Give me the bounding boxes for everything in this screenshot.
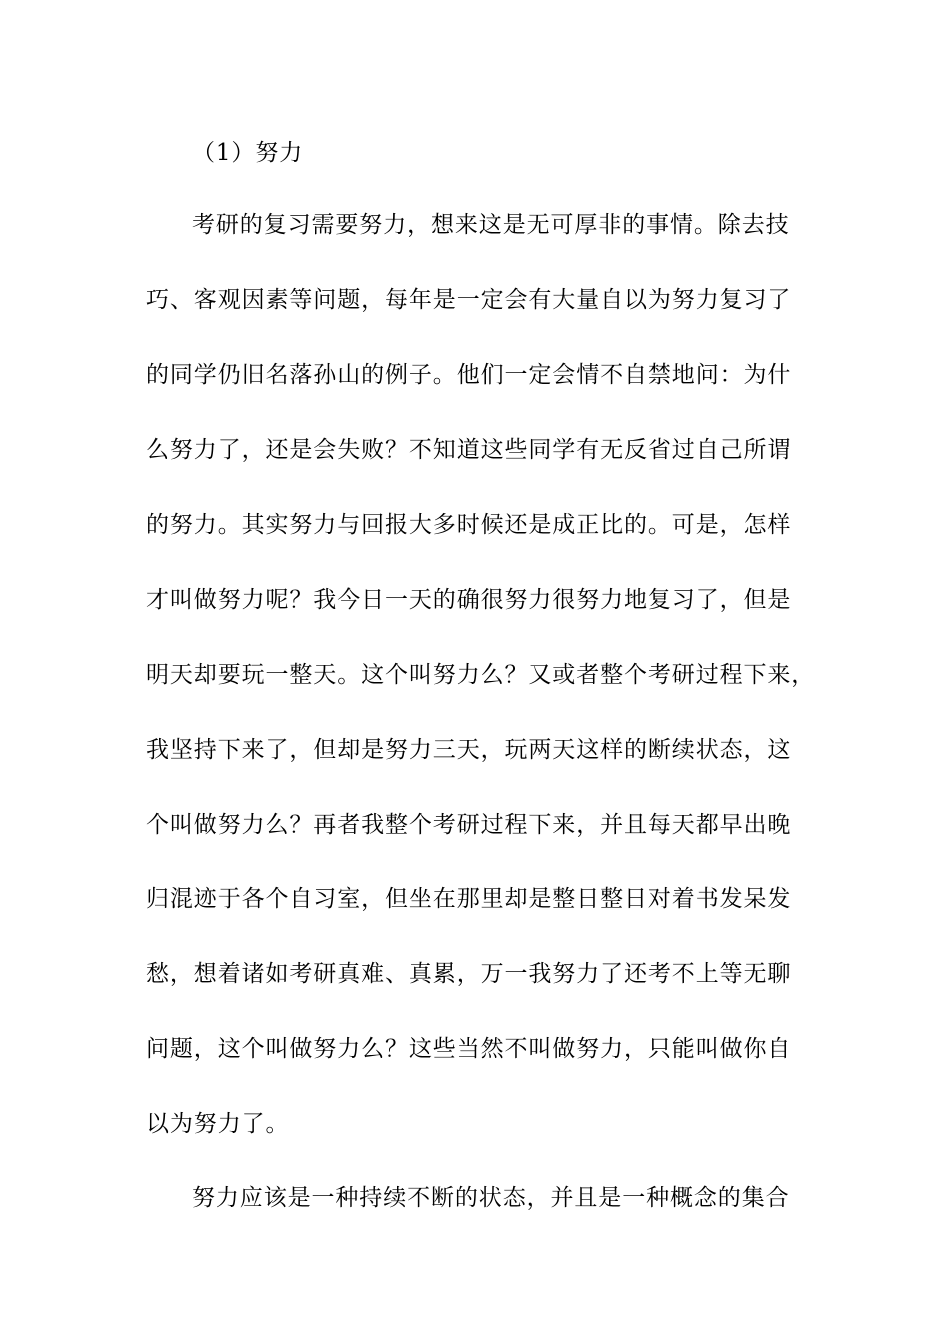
paragraph-line: 的同学仍旧名落孙山的例子。他们一定会情不自禁地问：为什 [146,362,792,388]
paragraph-line: 努力应该是一种持续不断的状态，并且是一种概念的集合 [192,1185,790,1211]
paragraph-line: 以为努力了。 [146,1111,290,1137]
paragraph-line: 的努力。其实努力与回报大多时候还是成正比的。可是，怎样 [146,512,792,538]
paragraph-line: 归混迹于各个自习室，但坐在那里却是整日整日对着书发呆发 [146,886,792,912]
paragraph-line: 问题，这个叫做努力么？这些当然不叫做努力，只能叫做你自 [146,1036,792,1062]
paragraph-line: 个叫做努力么？再者我整个考研过程下来，并且每天都早出晚 [146,812,792,838]
paragraph-line: 我坚持下来了，但却是努力三天，玩两天这样的断续状态，这 [146,737,792,763]
paragraph-line: 巧、客观因素等问题，每年是一定会有大量自以为努力复习了 [146,287,792,313]
section-heading: （1）努力 [192,140,304,166]
paragraph-line: 考研的复习需要努力，想来这是无可厚非的事情。除去技 [192,212,790,238]
paragraph-line: 么努力了，还是会失败？不知道这些同学有无反省过自己所谓 [146,437,792,463]
paragraph-line: 明天却要玩一整天。这个叫努力么？又或者整个考研过程下来， [146,662,816,688]
paragraph-line: 才叫做努力呢？我今日一天的确很努力很努力地复习了，但是 [146,587,792,613]
paragraph-line: 愁，想着诸如考研真难、真累，万一我努力了还考不上等无聊 [146,961,792,987]
